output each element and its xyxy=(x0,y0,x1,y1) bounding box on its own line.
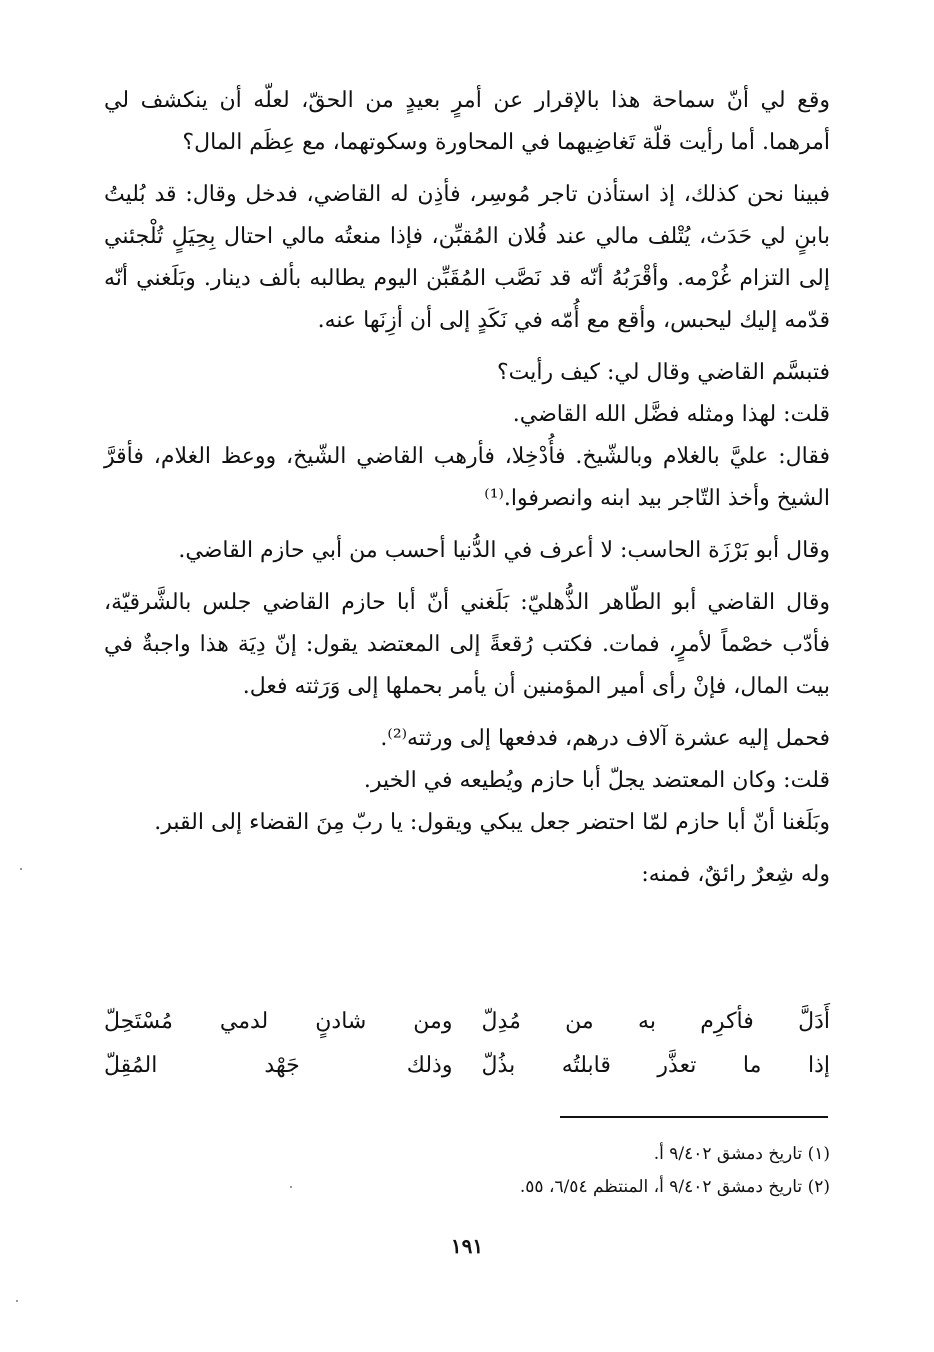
scan-speck xyxy=(16,1300,18,1302)
poem-line-2 xyxy=(104,1044,830,1088)
poem-line-1-second-hemistich: ومن شادنٍ لدمي مُسْتَحِلّ xyxy=(104,1009,453,1034)
footnotes xyxy=(104,1138,830,1204)
paragraph-2: فبينا نحن كذلك، إذ استأذن تاجر مُوسِر، فأذِن له القاضي، فدخل وقال: قد بُليتُ بابنٍ لي حَدَث، يُتْلف مالي عند فُلان المُقبِّن، فإذا منعتُه مالي احتال بِحِيَلٍ تُلْجئني إلى التزام غُرْمه. وأقْرَبُهُ أنّه قد نَصَّب المُقَبِّن اليوم يطالبه بألف دينار. وبَلَغني أنّه قدّمه إليك ليحبس، وأقع مع أُمّه في نَكَدٍ إلى أن أزِنَها عنه. xyxy=(104,182,830,333)
page-number: ١٩١ xyxy=(450,1234,484,1258)
paragraph-11: وله شِعرٌ رائقٌ، فمنه: xyxy=(641,862,830,887)
paragraph-8: فحمل إليه عشرة آلاف درهم، فدفعها إلى ورثته⁽²⁾. xyxy=(380,726,830,751)
main-text xyxy=(104,80,830,896)
paragraph-6: وقال أبو بَرْزَة الحاسب: لا أعرف في الدُّنيا أحسب من أبي حازم القاضي. xyxy=(178,538,830,563)
paragraph-5: فقال: عليَّ بالغلام وبالشّيخ. فأُدْخِلا، فأرهب القاضي الشّيخ، ووعظ الغلام، فأقرَّ الشيخ وأخذ التّاجر بيد ابنه وانصرفوا.⁽¹⁾ xyxy=(104,444,830,511)
footnote-divider xyxy=(560,1116,828,1118)
paragraph-7: وقال القاضي أبو الطّاهر الذُّهليّ: بَلَغني أنّ أبا حازم القاضي جلس بالشَّرقيّة، فأدّب خصْماً لأمرٍ، فمات. فكتب رُقعةً إلى المعتضد يقول: إنّ دِيَة هذا واجبةٌ في بيت المال، فإنْ رأى أمير المؤمنين أن يأمر بحملها إلى وَرَثته فعل. xyxy=(104,590,830,699)
footnote-2: (٢) تاريخ دمشق ٩/٤٠٢ أ، المنتظم ٦/٥٤، ٥٥. xyxy=(519,1177,830,1197)
paragraph-9: قلت: وكان المعتضد يجلّ أبا حازم ويُطيعه في الخير. xyxy=(363,768,830,793)
poem-line-2-first-hemistich: إذا ما تعذَّر قابلتُه بذُلّ xyxy=(481,1053,830,1078)
paragraph-1: وقع لي أنّ سماحة هذا بالإقرار عن أمرٍ بعيدٍ من الحقّ، لعلّه أن ينكشف لي أمرهما. أما رأيت قلّة تَغاضِيهما في المحاورة وسكوتهما، مع عِظَم المال؟ xyxy=(104,88,830,155)
paragraph-4: قلت: لهذا ومثله فضَّل الله القاضي. xyxy=(512,402,830,427)
scan-speck xyxy=(290,1186,292,1188)
poem-line-1 xyxy=(104,1000,830,1044)
scan-speck xyxy=(20,868,22,870)
paragraph-10: وبَلَغنا أنّ أبا حازم لمّا احتضر جعل يبكي ويقول: يا ربّ مِنَ القضاء إلى القبر. xyxy=(154,810,830,835)
poem-line-1-first-hemistich: أَدَلَّ فأكرِم به من مُدِلّ xyxy=(481,1009,830,1034)
poem-line-2-second-hemistich: وذلك جَهْد المُقِلّ xyxy=(104,1053,453,1078)
footnote-1: (١) تاريخ دمشق ٩/٤٠٢ أ. xyxy=(653,1144,830,1164)
poem xyxy=(104,1000,830,1088)
paragraph-3: فتبسَّم القاضي وقال لي: كيف رأيت؟ xyxy=(497,360,830,385)
